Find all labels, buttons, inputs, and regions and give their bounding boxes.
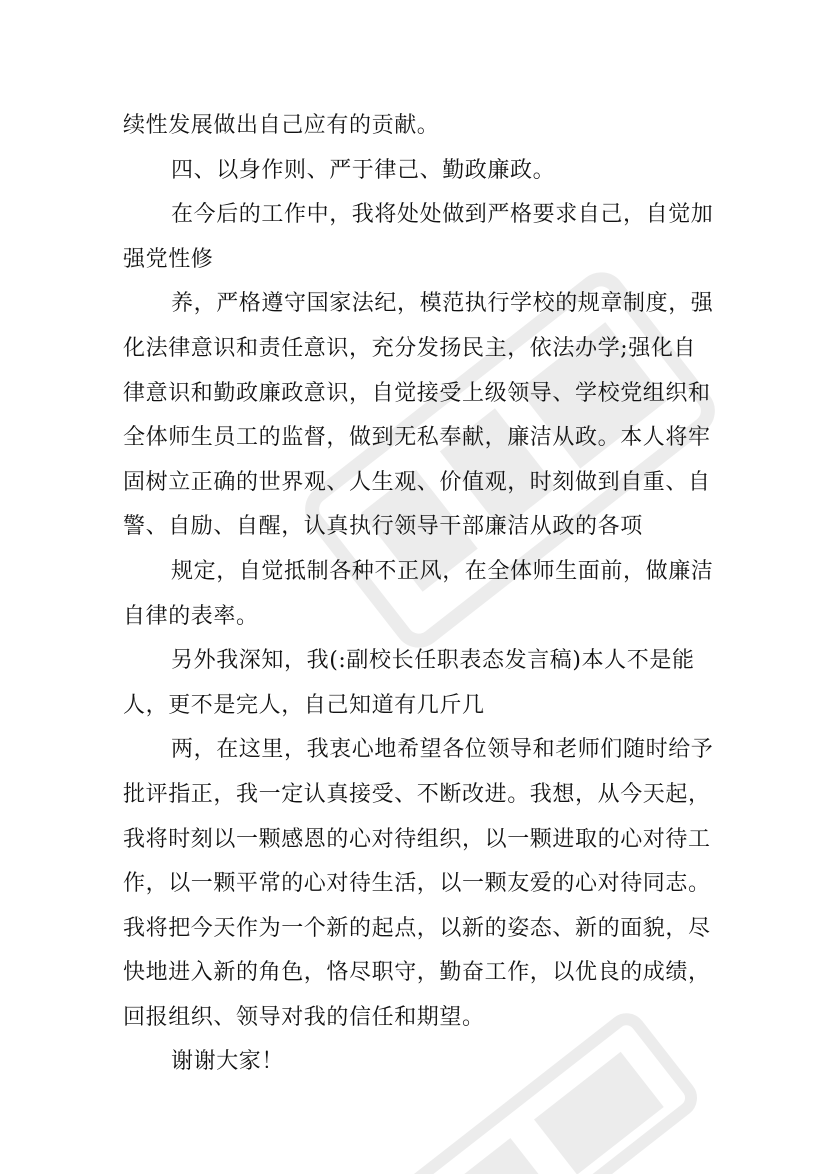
text-line: 我将时刻以一颗感恩的心对待组织，以一颗进取的心对待工 bbox=[123, 826, 711, 852]
text-line: 强党性修 bbox=[123, 246, 214, 272]
text-line: 规定，自觉抵制各种不正风，在全体师生面前，做廉洁 bbox=[171, 558, 714, 584]
document-body bbox=[123, 104, 713, 1085]
text-line: 固树立正确的世界观、人生观、价值观，时刻做到自重、自 bbox=[123, 469, 711, 495]
text-line: 人，更不是完人，自己知道有几斤几 bbox=[123, 692, 485, 718]
text-line: 续性发展做出自己应有的贡献。 bbox=[123, 113, 440, 138]
text-line: 回报组织、领导对我的信任和期望。 bbox=[123, 1004, 485, 1030]
text-line: 两，在这里，我衷心地希望各位领导和老师们随时给予 bbox=[171, 737, 714, 763]
text-line: 自律的表率。 bbox=[123, 603, 259, 629]
text-line: 作，以一颗平常的心对待生活，以一颗友爱的心对待同志。 bbox=[123, 871, 711, 897]
text-line: 四、以身作则、严于律己、勤政廉政。 bbox=[171, 157, 556, 183]
text-line: 快地进入新的角色，恪尽职守，勤奋工作，以优良的成绩， bbox=[123, 960, 711, 986]
text-line: 另外我深知，我(:副校长任职表态发言稿)本人不是能 bbox=[171, 648, 695, 674]
text-line: 警、自励、自醒，认真执行领导干部廉洁从政的各项 bbox=[123, 514, 643, 540]
text-line: 律意识和勤政廉政意识，自觉接受上级领导、学校党组织和 bbox=[123, 380, 711, 406]
text-line: 养，严格遵守国家法纪，模范执行学校的规章制度，强 bbox=[171, 291, 714, 317]
text-line: 化法律意识和责任意识，充分发扬民主，依法办学;强化自 bbox=[123, 335, 697, 361]
text-line: 全体师生员工的监督，做到无私奉献，廉洁从政。本人将牢 bbox=[123, 425, 711, 451]
text-line: 批评指正，我一定认真接受、不断改进。我想，从今天起， bbox=[123, 781, 711, 807]
text-line: 我将把今天作为一个新的起点，以新的姿态、新的面貌，尽 bbox=[123, 915, 711, 941]
text-line: 在今后的工作中，我将处处做到严格要求自己，自觉加 bbox=[171, 202, 714, 228]
closing-line: 谢谢大家！ bbox=[171, 1049, 285, 1075]
